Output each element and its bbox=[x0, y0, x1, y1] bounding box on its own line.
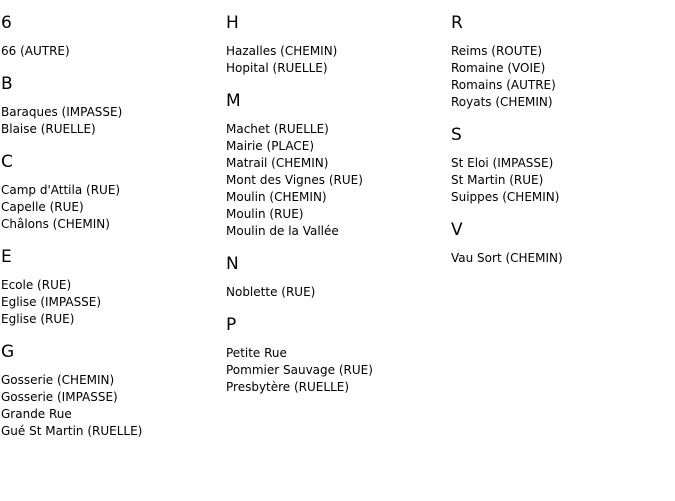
street-entry[interactable]: Blaise (RUELLE) bbox=[1, 122, 96, 136]
street-entry[interactable]: St Martin (RUE) bbox=[451, 173, 544, 187]
index-column-1 bbox=[1, 8, 142, 449]
street-entry[interactable]: Royats (CHEMIN) bbox=[451, 95, 553, 109]
street-entry[interactable]: Hopital (RUELLE) bbox=[226, 61, 328, 75]
index-section bbox=[226, 310, 373, 396]
street-entry[interactable]: Petite Rue bbox=[226, 346, 287, 360]
index-column-2 bbox=[226, 8, 373, 405]
index-section bbox=[226, 86, 373, 240]
section-letter-heading: B bbox=[1, 74, 13, 94]
index-section bbox=[451, 215, 563, 267]
section-letter-heading: N bbox=[226, 254, 239, 274]
index-section bbox=[226, 8, 373, 77]
street-entry[interactable]: Gosserie (IMPASSE) bbox=[1, 390, 118, 404]
index-section bbox=[1, 147, 142, 233]
section-letter-heading: C bbox=[1, 152, 13, 172]
street-entry[interactable]: Noblette (RUE) bbox=[226, 285, 316, 299]
street-entry[interactable]: Camp d'Attila (RUE) bbox=[1, 183, 121, 197]
index-column-3 bbox=[451, 8, 563, 276]
section-letter-heading: V bbox=[451, 220, 463, 240]
street-entry[interactable]: Grande Rue bbox=[1, 407, 72, 421]
street-entry[interactable]: Baraques (IMPASSE) bbox=[1, 105, 123, 119]
street-entry[interactable]: Mairie (PLACE) bbox=[226, 139, 315, 153]
street-entry[interactable]: Presbytère (RUELLE) bbox=[226, 380, 350, 394]
street-entry[interactable]: Moulin de la Vallée bbox=[226, 224, 339, 238]
index-section bbox=[451, 8, 563, 111]
section-letter-heading: 6 bbox=[1, 13, 12, 33]
index-section bbox=[1, 69, 142, 138]
street-entry[interactable]: Romains (AUTRE) bbox=[451, 78, 556, 92]
index-section bbox=[451, 120, 563, 206]
street-entry[interactable]: Matrail (CHEMIN) bbox=[226, 156, 329, 170]
street-entry[interactable]: Gué St Martin (RUELLE) bbox=[1, 424, 143, 438]
street-entry[interactable]: Hazalles (CHEMIN) bbox=[226, 44, 338, 58]
street-entry[interactable]: Eglise (RUE) bbox=[1, 312, 75, 326]
street-entry[interactable]: Reims (ROUTE) bbox=[451, 44, 543, 58]
street-entry[interactable]: Pommier Sauvage (RUE) bbox=[226, 363, 373, 377]
street-entry[interactable]: Capelle (RUE) bbox=[1, 200, 84, 214]
street-entry[interactable]: Machet (RUELLE) bbox=[226, 122, 329, 136]
index-section bbox=[1, 242, 142, 328]
section-letter-heading: R bbox=[451, 13, 463, 33]
street-entry[interactable]: Moulin (CHEMIN) bbox=[226, 190, 327, 204]
section-letter-heading: E bbox=[1, 247, 12, 267]
index-section bbox=[1, 337, 142, 440]
section-letter-heading: S bbox=[451, 125, 462, 145]
street-entry[interactable]: 66 (AUTRE) bbox=[1, 44, 70, 58]
street-entry[interactable]: Châlons (CHEMIN) bbox=[1, 217, 110, 231]
street-entry[interactable]: Moulin (RUE) bbox=[226, 207, 304, 221]
street-entry[interactable]: Romaine (VOIE) bbox=[451, 61, 546, 75]
street-entry[interactable]: Mont des Vignes (RUE) bbox=[226, 173, 363, 187]
index-section bbox=[226, 249, 373, 301]
street-entry[interactable]: Suippes (CHEMIN) bbox=[451, 190, 560, 204]
street-entry[interactable]: St Eloi (IMPASSE) bbox=[451, 156, 554, 170]
street-entry[interactable]: Eglise (IMPASSE) bbox=[1, 295, 102, 309]
section-letter-heading: P bbox=[226, 315, 237, 335]
street-entry[interactable]: Gosserie (CHEMIN) bbox=[1, 373, 115, 387]
section-letter-heading: M bbox=[226, 91, 241, 111]
index-section bbox=[1, 8, 142, 60]
street-entry[interactable]: Vau Sort (CHEMIN) bbox=[451, 251, 563, 265]
section-letter-heading: H bbox=[226, 13, 239, 33]
section-letter-heading: G bbox=[1, 342, 15, 362]
street-entry[interactable]: Ecole (RUE) bbox=[1, 278, 72, 292]
